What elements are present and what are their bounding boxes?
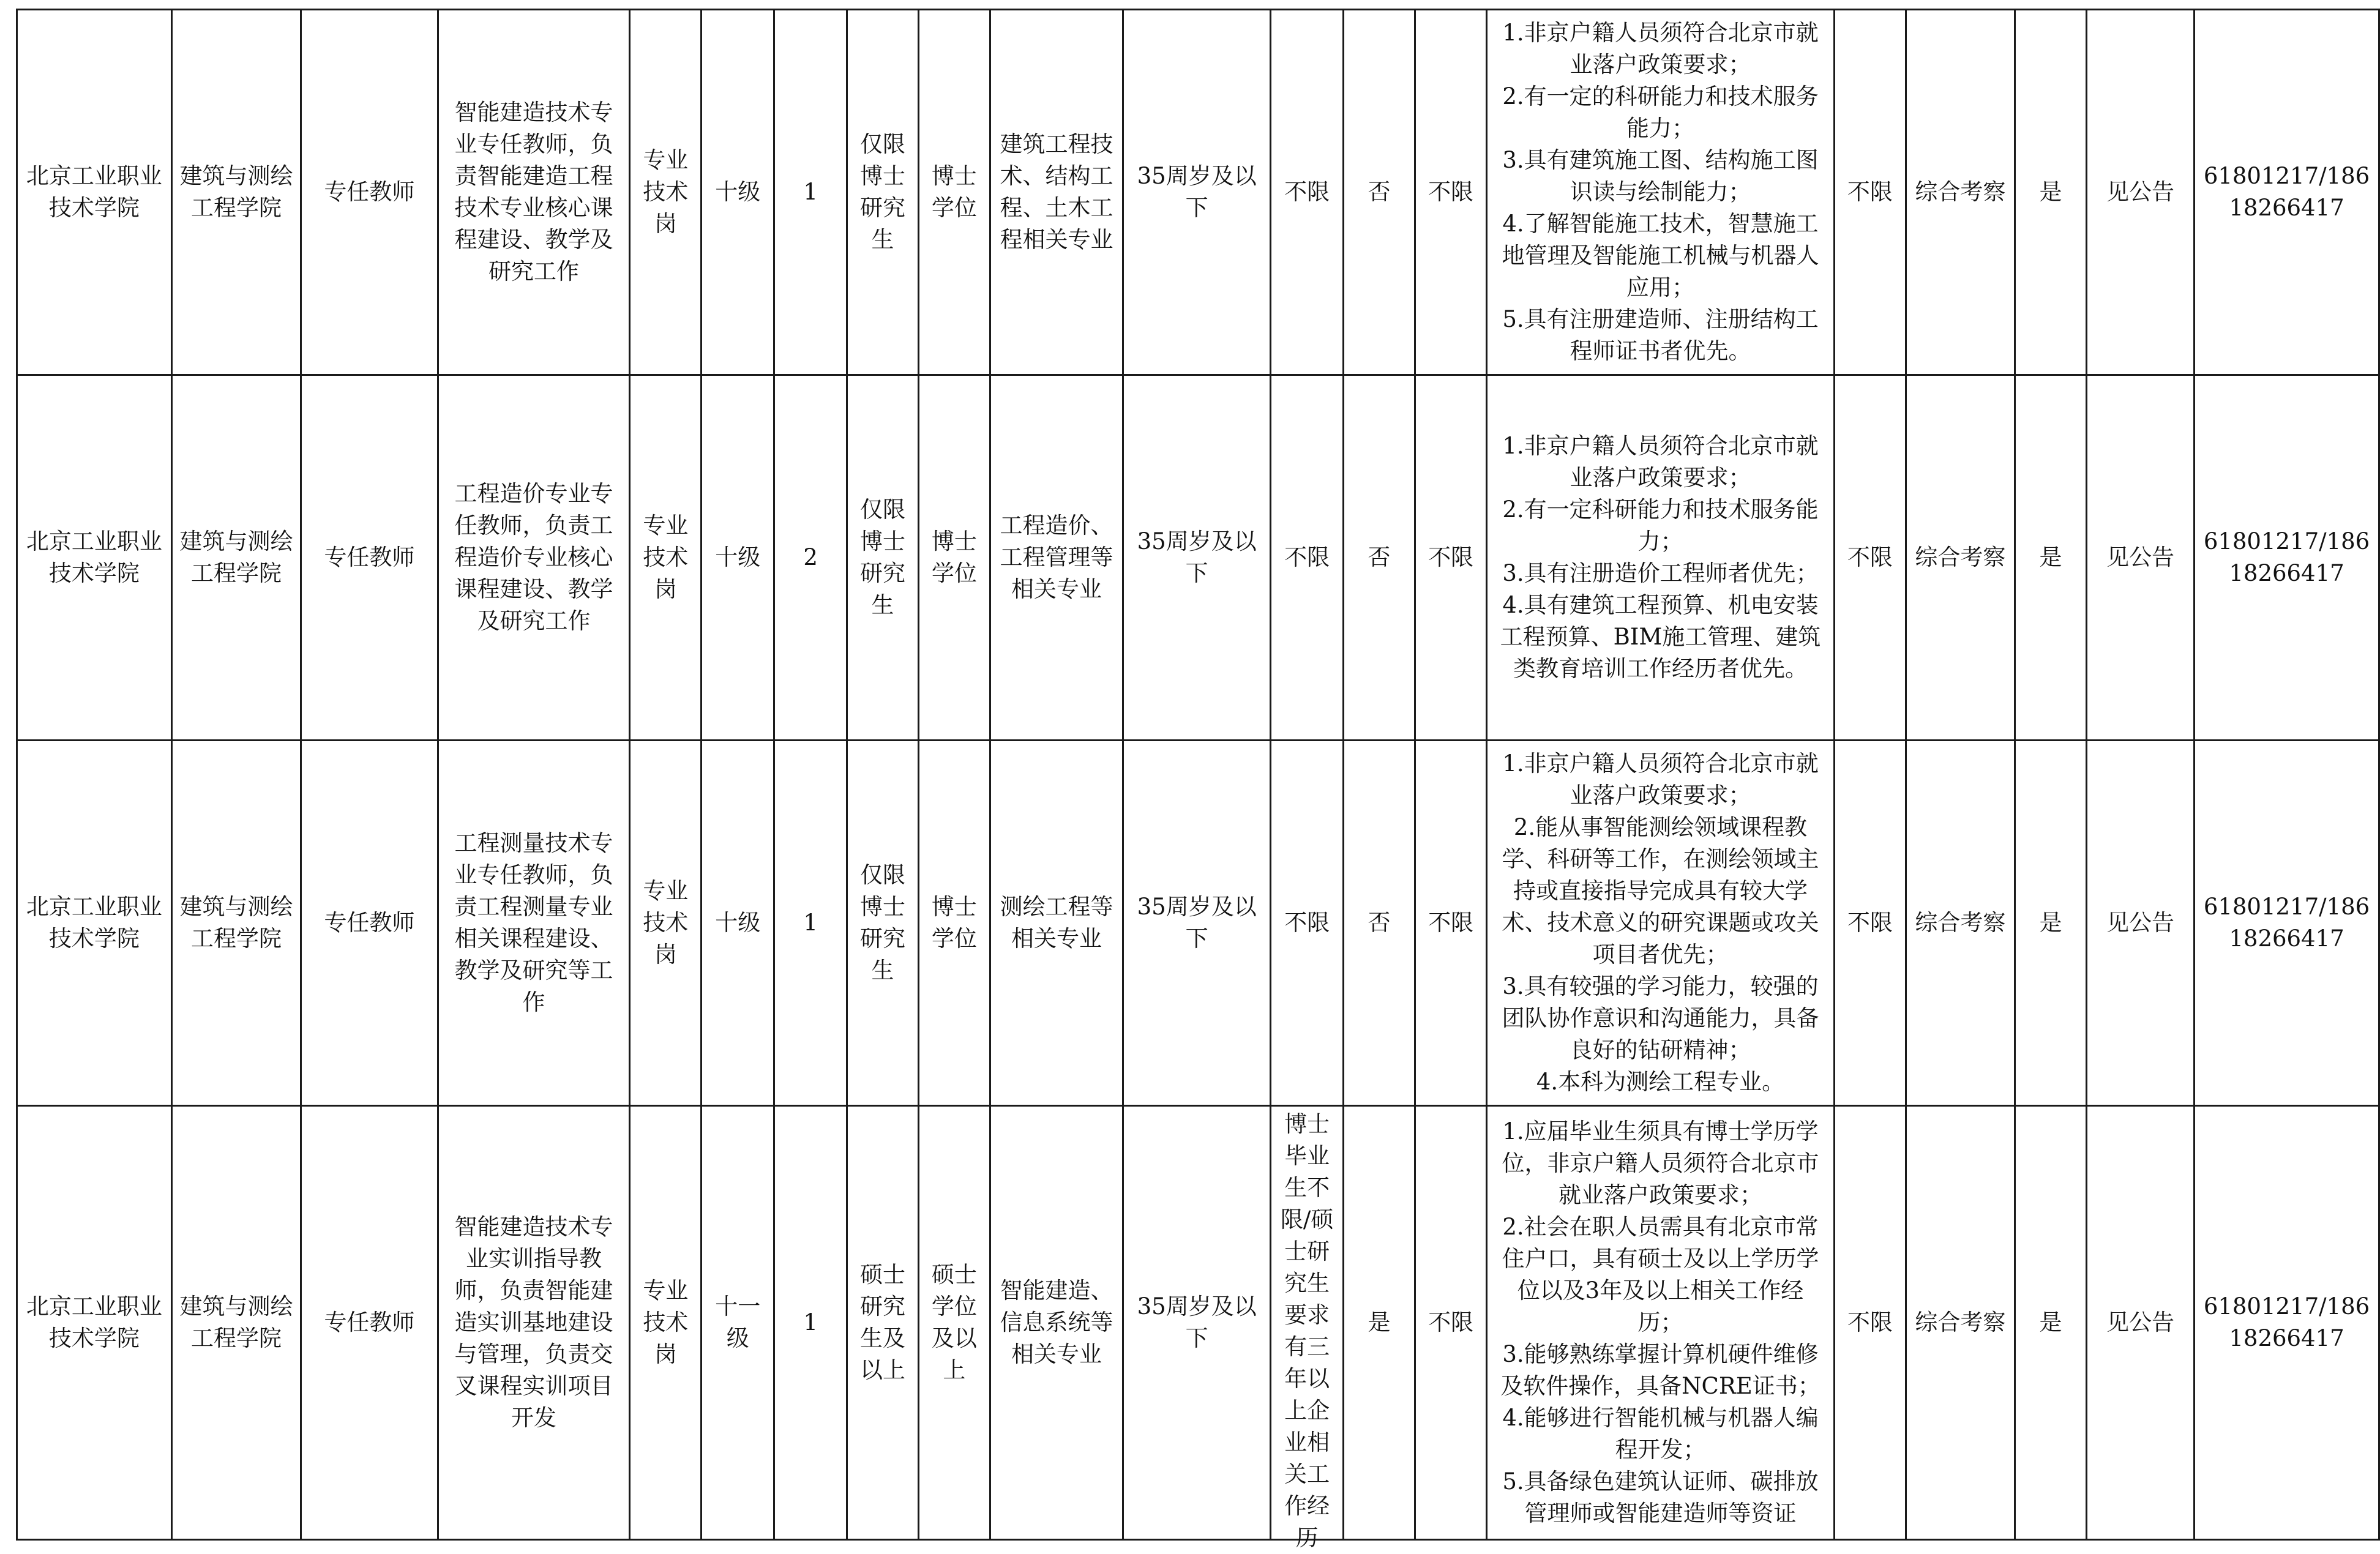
table-row bbox=[17, 741, 2379, 1106]
post-level-cell bbox=[702, 10, 774, 375]
job-description-text: 智能建造技术专业专任教师，负责智能建造工程技术专业核心课程建设、教学及研究工作 bbox=[454, 99, 613, 285]
fresh-graduate-cell bbox=[1344, 1106, 1415, 1540]
budget-cell bbox=[2015, 1106, 2086, 1540]
employer-cell bbox=[17, 741, 172, 1106]
degree-cell bbox=[918, 1106, 990, 1540]
experience-cell bbox=[1271, 741, 1344, 1106]
remark-text: 见公告 bbox=[2106, 1309, 2175, 1335]
requirement-item: 2.社会在职人员需具有北京市常住户口，具有硕士及以上学历学位以及3年及以上相关工作经历； bbox=[1502, 1214, 1819, 1335]
requirements-cell bbox=[1487, 375, 1835, 741]
post-name-cell bbox=[301, 375, 438, 741]
post-name-cell bbox=[301, 741, 438, 1106]
requirements-cell bbox=[1487, 10, 1835, 375]
major-cell bbox=[990, 10, 1123, 375]
post-level-text: 十级 bbox=[715, 910, 761, 936]
major-text: 建筑工程技术、结构工程、土木工程相关专业 bbox=[1000, 131, 1113, 253]
political-status-cell bbox=[1415, 375, 1487, 741]
experience-cell bbox=[1271, 10, 1344, 375]
remark-text: 见公告 bbox=[2106, 179, 2175, 205]
job-description-text: 工程造价专业专任教师，负责工程造价专业核心课程建设、教学及研究工作 bbox=[454, 480, 613, 634]
major-text: 测绘工程等相关专业 bbox=[1000, 894, 1113, 952]
exam-method-text: 综合考察 bbox=[1915, 1309, 2006, 1335]
experience-text: 不限 bbox=[1284, 179, 1330, 205]
experience-text: 不限 bbox=[1284, 910, 1330, 936]
remark-cell bbox=[2086, 1106, 2194, 1540]
recruitment-table bbox=[16, 9, 2380, 1551]
headcount-cell bbox=[774, 1106, 847, 1540]
exam-method-cell bbox=[1906, 741, 2015, 1106]
post-category-cell bbox=[630, 375, 702, 741]
education-text: 仅限博士研究生 bbox=[859, 862, 905, 984]
post-category-text: 专业技术岗 bbox=[643, 512, 689, 602]
post-category-text: 专业技术岗 bbox=[643, 1277, 689, 1367]
requirements-list bbox=[1496, 430, 1825, 685]
post-category-cell bbox=[630, 10, 702, 375]
exam-method-text: 综合考察 bbox=[1915, 544, 2006, 570]
budget-text: 是 bbox=[2039, 910, 2062, 936]
department-text: 建筑与测绘工程学院 bbox=[179, 1293, 293, 1351]
post-level-text: 十一级 bbox=[715, 1293, 761, 1351]
experience-cell bbox=[1271, 375, 1344, 741]
remark-text: 见公告 bbox=[2106, 910, 2175, 936]
degree-cell bbox=[918, 741, 990, 1106]
post-name-cell bbox=[301, 10, 438, 375]
ratio-cell bbox=[1834, 1106, 1906, 1540]
requirements-cell bbox=[1487, 1106, 1835, 1540]
education-text: 仅限博士研究生 bbox=[859, 131, 905, 253]
job-description-cell bbox=[438, 375, 630, 741]
headcount-cell bbox=[774, 10, 847, 375]
requirement-item: 1.非京户籍人员须符合北京市就业落户政策要求； bbox=[1502, 433, 1819, 491]
fresh-graduate-text: 否 bbox=[1368, 179, 1391, 205]
post-level-cell bbox=[702, 375, 774, 741]
political-status-text: 不限 bbox=[1428, 179, 1474, 205]
budget-text: 是 bbox=[2039, 179, 2062, 205]
post-level-text: 十级 bbox=[715, 544, 761, 570]
employer-cell bbox=[17, 10, 172, 375]
age-text: 35周岁及以下 bbox=[1137, 894, 1257, 952]
degree-text: 博士学位 bbox=[931, 163, 977, 221]
post-level-cell bbox=[702, 741, 774, 1106]
ratio-cell bbox=[1834, 10, 1906, 375]
budget-cell bbox=[2015, 375, 2086, 741]
political-status-text: 不限 bbox=[1428, 1309, 1474, 1335]
job-description-text: 工程测量技术专业专任教师，负责工程测量专业相关课程建设、教学及研究等工作 bbox=[454, 830, 613, 1015]
fresh-graduate-text: 否 bbox=[1368, 544, 1391, 570]
age-cell bbox=[1123, 1106, 1271, 1540]
degree-text: 博士学位 bbox=[931, 894, 977, 952]
budget-text: 是 bbox=[2039, 544, 2062, 570]
requirement-item: 4.能够进行智能机械与机器人编程开发； bbox=[1502, 1405, 1819, 1463]
post-name-text: 专任教师 bbox=[324, 544, 415, 570]
remark-cell bbox=[2086, 375, 2194, 741]
requirements-list bbox=[1496, 1116, 1825, 1530]
ratio-cell bbox=[1834, 741, 1906, 1106]
budget-cell bbox=[2015, 10, 2086, 375]
table-row bbox=[17, 375, 2379, 741]
fresh-graduate-cell bbox=[1344, 741, 1415, 1106]
exam-method-cell bbox=[1906, 375, 2015, 741]
requirements-list bbox=[1496, 17, 1825, 367]
employer-text: 北京工业职业技术学院 bbox=[26, 1293, 162, 1351]
employer-cell bbox=[17, 375, 172, 741]
requirement-item: 4.本科为测绘工程专业。 bbox=[1536, 1069, 1785, 1095]
post-category-text: 专业技术岗 bbox=[643, 147, 689, 237]
job-description-cell bbox=[438, 741, 630, 1106]
job-description-cell bbox=[438, 1106, 630, 1540]
requirements-cell bbox=[1487, 741, 1835, 1106]
major-text: 工程造价、工程管理等相关专业 bbox=[1000, 512, 1113, 602]
post-category-cell bbox=[630, 1106, 702, 1540]
employer-text: 北京工业职业技术学院 bbox=[26, 163, 162, 221]
age-text: 35周岁及以下 bbox=[1137, 1293, 1257, 1351]
major-text: 智能建造、信息系统等相关专业 bbox=[1000, 1277, 1113, 1367]
contact-phone-text: 61801217/18618266417 bbox=[2203, 163, 2370, 221]
remark-cell bbox=[2086, 10, 2194, 375]
age-cell bbox=[1123, 375, 1271, 741]
fresh-graduate-cell bbox=[1344, 10, 1415, 375]
department-text: 建筑与测绘工程学院 bbox=[179, 528, 293, 586]
requirement-item: 2.能从事智能测绘领域课程教学、科研等工作，在测绘领域主持或直接指导完成具有较大学术、技术意义的研究课题或攻关项目者优先； bbox=[1502, 814, 1819, 968]
age-cell bbox=[1123, 10, 1271, 375]
department-cell bbox=[171, 741, 301, 1106]
department-cell bbox=[171, 1106, 301, 1540]
post-category-cell bbox=[630, 741, 702, 1106]
education-text: 仅限博士研究生 bbox=[859, 496, 905, 618]
requirement-item: 3.具有建筑施工图、结构施工图识读与绘制能力； bbox=[1502, 147, 1819, 205]
headcount-cell bbox=[774, 741, 847, 1106]
requirement-item: 1.非京户籍人员须符合北京市就业落户政策要求； bbox=[1502, 750, 1819, 809]
contact-phone-text: 61801217/18618266417 bbox=[2203, 894, 2370, 952]
remark-cell bbox=[2086, 741, 2194, 1106]
ratio-text: 不限 bbox=[1847, 910, 1893, 936]
requirement-item: 3.能够熟练掌握计算机硬件维修及软件操作，具备NCRE证书； bbox=[1500, 1341, 1821, 1399]
major-cell bbox=[990, 741, 1123, 1106]
requirement-item: 1.应届毕业生须具有博士学历学位，非京户籍人员须符合北京市就业落户政策要求； bbox=[1502, 1118, 1819, 1208]
department-text: 建筑与测绘工程学院 bbox=[179, 163, 293, 221]
requirement-item: 4.具有建筑工程预算、机电安装工程预算、BIM施工管理、建筑类教育培训工作经历者优先。 bbox=[1500, 592, 1821, 682]
degree-text: 博士学位 bbox=[931, 528, 977, 586]
employer-text: 北京工业职业技术学院 bbox=[26, 894, 162, 952]
contact-phone-cell bbox=[2195, 375, 2379, 741]
employer-text: 北京工业职业技术学院 bbox=[26, 528, 162, 586]
exam-method-text: 综合考察 bbox=[1915, 179, 2006, 205]
requirements-list bbox=[1496, 748, 1825, 1098]
headcount-cell bbox=[774, 375, 847, 741]
employer-cell bbox=[17, 1106, 172, 1540]
headcount-text: 1 bbox=[803, 1309, 818, 1335]
requirement-item: 2.有一定的科研能力和技术服务能力； bbox=[1502, 83, 1819, 141]
ratio-cell bbox=[1834, 375, 1906, 741]
job-description-cell bbox=[438, 10, 630, 375]
exam-method-cell bbox=[1906, 10, 2015, 375]
requirement-item: 1.非京户籍人员须符合北京市就业落户政策要求； bbox=[1502, 20, 1819, 78]
education-cell bbox=[847, 10, 919, 375]
post-name-cell bbox=[301, 1106, 438, 1540]
remark-text: 见公告 bbox=[2106, 544, 2175, 570]
degree-cell bbox=[918, 10, 990, 375]
budget-text: 是 bbox=[2039, 1309, 2062, 1335]
requirement-item: 4.了解智能施工技术，智慧施工地管理及智能施工机械与机器人应用； bbox=[1502, 211, 1819, 301]
headcount-text: 1 bbox=[803, 179, 818, 205]
budget-cell bbox=[2015, 741, 2086, 1106]
political-status-cell bbox=[1415, 1106, 1487, 1540]
department-cell bbox=[171, 375, 301, 741]
political-status-cell bbox=[1415, 741, 1487, 1106]
requirement-item: 5.具有注册建造师、注册结构工程师证书者优先。 bbox=[1502, 306, 1819, 364]
requirement-item: 3.具有注册造价工程师者优先； bbox=[1502, 560, 1819, 586]
exam-method-cell bbox=[1906, 1106, 2015, 1540]
political-status-cell bbox=[1415, 10, 1487, 375]
education-cell bbox=[847, 741, 919, 1106]
contact-phone-text: 61801217/18618266417 bbox=[2203, 1293, 2370, 1351]
department-cell bbox=[171, 10, 301, 375]
degree-cell bbox=[918, 375, 990, 741]
table-row bbox=[17, 10, 2379, 375]
post-level-text: 十级 bbox=[715, 179, 761, 205]
education-text: 硕士研究生及以上 bbox=[859, 1261, 905, 1383]
ratio-text: 不限 bbox=[1847, 1309, 1893, 1335]
experience-cell bbox=[1271, 1106, 1344, 1551]
contact-phone-cell bbox=[2195, 10, 2379, 375]
political-status-text: 不限 bbox=[1428, 544, 1474, 570]
post-level-cell bbox=[702, 1106, 774, 1540]
post-name-text: 专任教师 bbox=[324, 179, 415, 205]
ratio-text: 不限 bbox=[1847, 544, 1893, 570]
requirement-item: 3.具有较强的学习能力，较强的团队协作意识和沟通能力，具备良好的钻研精神； bbox=[1502, 973, 1819, 1063]
headcount-text: 1 bbox=[803, 910, 818, 936]
job-description-text: 智能建造技术专业实训指导教师，负责智能建造实训基地建设与管理，负责交叉课程实训项目开发 bbox=[454, 1214, 613, 1431]
political-status-text: 不限 bbox=[1428, 910, 1474, 936]
post-category-text: 专业技术岗 bbox=[643, 878, 689, 968]
contact-phone-text: 61801217/18618266417 bbox=[2203, 528, 2370, 586]
education-cell bbox=[847, 375, 919, 741]
fresh-graduate-text: 否 bbox=[1368, 910, 1391, 936]
requirement-item: 5.具备绿色建筑认证师、碳排放管理师或智能建造师等资证 bbox=[1502, 1468, 1819, 1526]
experience-text: 博士毕业生不限/硕士研究生要求有三年以上企业相关工作经历 bbox=[1280, 1111, 1334, 1551]
department-text: 建筑与测绘工程学院 bbox=[179, 894, 293, 952]
major-cell bbox=[990, 375, 1123, 741]
age-text: 35周岁及以下 bbox=[1137, 528, 1257, 586]
experience-text: 不限 bbox=[1284, 544, 1330, 570]
contact-phone-cell bbox=[2195, 1106, 2379, 1540]
education-cell bbox=[847, 1106, 919, 1540]
table-row bbox=[17, 1106, 2379, 1540]
headcount-text: 2 bbox=[803, 544, 818, 570]
exam-method-text: 综合考察 bbox=[1915, 910, 2006, 936]
degree-text: 硕士学位及以上 bbox=[931, 1261, 977, 1383]
age-cell bbox=[1123, 741, 1271, 1106]
contact-phone-cell bbox=[2195, 741, 2379, 1106]
requirement-item: 2.有一定科研能力和技术服务能力； bbox=[1502, 496, 1819, 555]
fresh-graduate-text: 是 bbox=[1368, 1309, 1391, 1335]
post-name-text: 专任教师 bbox=[324, 910, 415, 936]
major-cell bbox=[990, 1106, 1123, 1540]
ratio-text: 不限 bbox=[1847, 179, 1893, 205]
fresh-graduate-cell bbox=[1344, 375, 1415, 741]
post-name-text: 专任教师 bbox=[324, 1309, 415, 1335]
age-text: 35周岁及以下 bbox=[1137, 163, 1257, 221]
